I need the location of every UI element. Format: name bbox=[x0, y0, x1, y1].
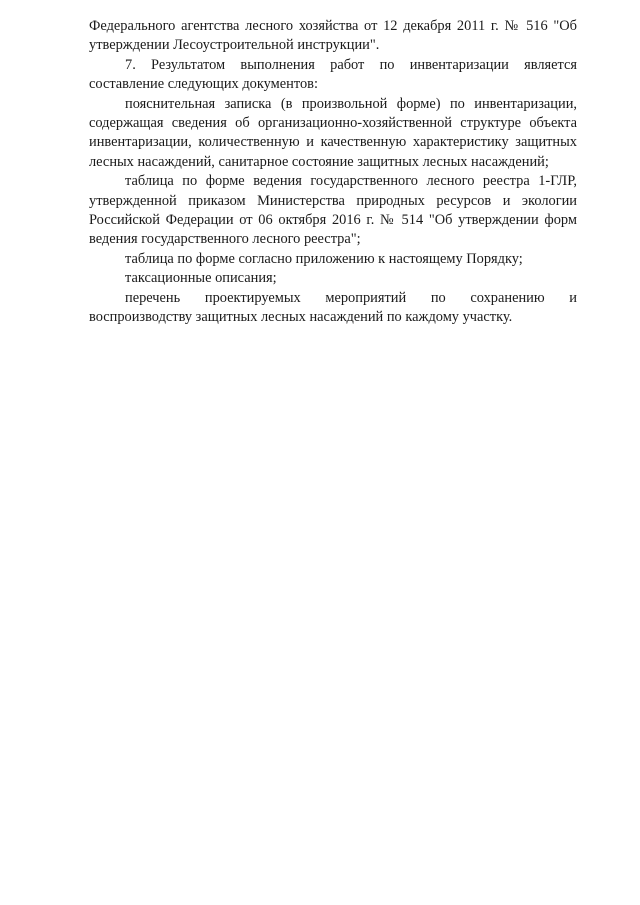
paragraph-explanatory-note: пояснительная записка (в произвольной форме) по инвентаризации, содержащая сведения об организационно-хозяйственной структуре объекта инвентаризации, количественную и качественную характеристику защитных лесных насаждений, санитарное состояние защитных лесных насаждений; bbox=[89, 95, 577, 170]
document-body bbox=[89, 17, 577, 328]
paragraph-glr-table: таблица по форме ведения государственного лесного реестра 1-ГЛР, утвержденной приказом Министерства природных ресурсов и экологии Российской Федерации от 06 октября 2016 г. № 514 "Об утверждении форм ведения государственного лесного реестра"; bbox=[89, 173, 577, 248]
paragraph-appendix-table: таблица по форме согласно приложению к настоящему Порядку; bbox=[125, 250, 523, 267]
paragraph-order-reference: Федерального агентства лесного хозяйства от 12 декабря 2011 г. № 516 "Об утверждении Лесоустроительной инструкции". bbox=[89, 18, 577, 54]
paragraph-taxation-descriptions: таксационные описания; bbox=[125, 270, 277, 287]
paragraph-planned-measures: перечень проектируемых мероприятий по сохранению и воспроизводству защитных лесных насаждений по каждому участку. bbox=[89, 289, 577, 326]
paragraph-item-7: 7. Результатом выполнения работ по инвентаризации является составление следующих документов: bbox=[89, 56, 577, 93]
